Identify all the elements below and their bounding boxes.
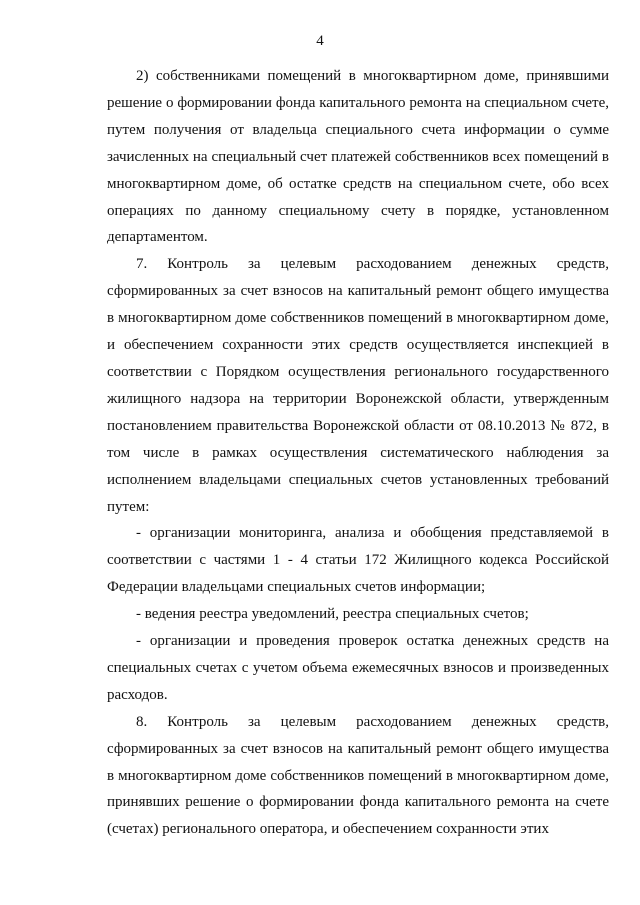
page-number: 4 [316, 33, 324, 49]
paragraph-owners-information: 2) собственниками помещений в многоквартирном доме, принявшими решение о формировании фонда капитального ремонта на специальном счете, путем получения от владельца специального счета информации о сумме зачисленных на специальный счет платежей собственников всех помещений в многоквартирном доме, об остатке средств на специальном счете, обо всех операциях по данному специальному счету в порядке, установленном департаментом. [107, 68, 609, 246]
list-item-registry: - ведения реестра уведомлений, реестра специальных счетов; [136, 606, 529, 623]
document-body [107, 63, 609, 843]
paragraph-7-control-special-accounts: 7. Контроль за целевым расходованием денежных средств, сформированных за счет взносов на капитальный ремонт общего имущества в многоквартирном доме собственников помещений в многоквартирном доме, и обеспечением сохранности этих средств осуществляется инспекцией в соответствии с Порядком осуществления регионального государственного жилищного надзора на территории Воронежской области, утвержденным постановлением правительства Воронежской области от 08.10.2013 № 872, в том числе в рамках осуществления систематического наблюдения за исполнением владельцами специальных счетов установленных требований путем: [107, 256, 609, 515]
list-item-monitoring: - организации мониторинга, анализа и обобщения представляемой в соответствии с частями 1 - 4 статьи 172 Жилищного кодекса Российской Федерации владельцами специальных счетов информации; [107, 525, 609, 596]
list-item-inspections: - организации и проведения проверок остатка денежных средств на специальных счетах с учетом объема ежемесячных взносов и произведенных расходов. [107, 633, 609, 703]
paragraph-8-control-regional-operator: 8. Контроль за целевым расходованием денежных средств, сформированных за счет взносов на капитальный ремонт общего имущества в многоквартирном доме собственников помещений в многоквартирном доме, принявших решение о формировании фонда капитального ремонта на счете (счетах) регионального оператора, и обеспечением сохранности этих [107, 713, 609, 838]
